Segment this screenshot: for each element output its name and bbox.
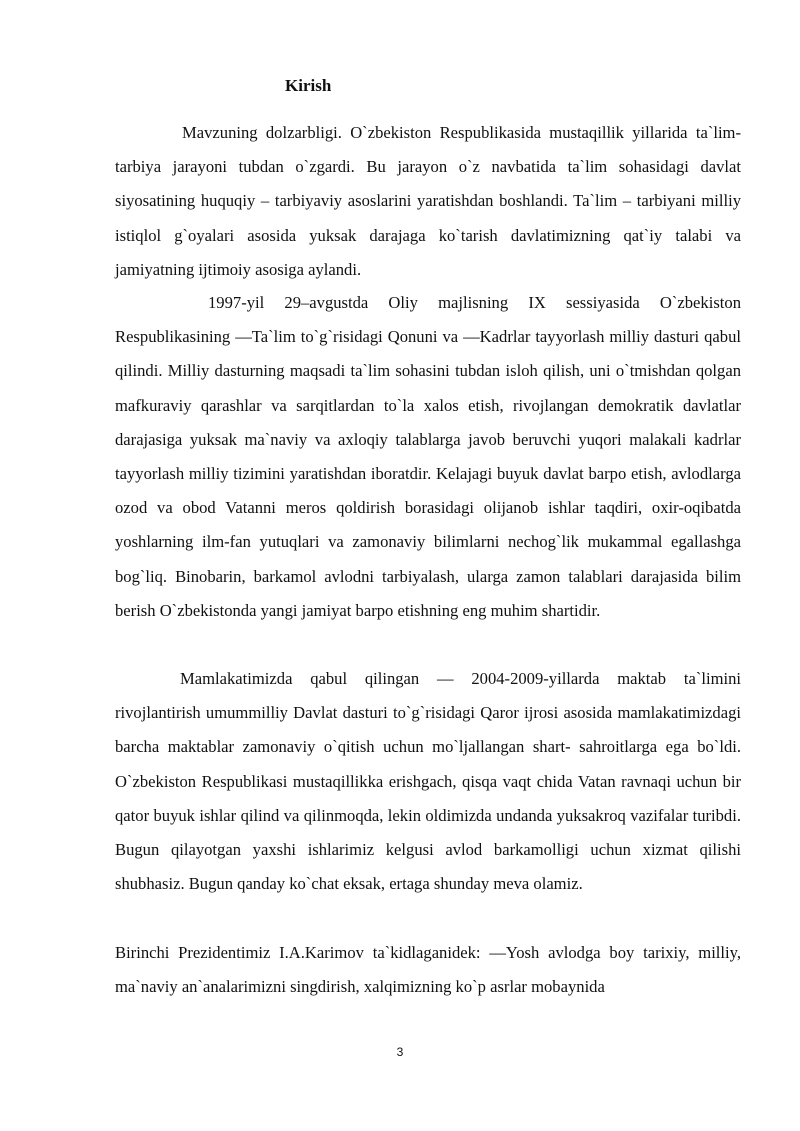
paragraph-1997-law: 1997-yil 29–avgustda Oliy majlisning IX sessiyasida O`zbekiston Respublikasining —Ta`lim to`g`risidagi Qonuni va —Kadrlar tayyorlash milliy dasturi qabul qilindi. Milliy dasturning maqsadi ta`lim sohasini tubdan isloh qilish, uni o`tmishdan qolgan mafkuraviy qarashlar va sarqitlardan to`la xalos etish, rivojlangan demokratik davlatlar darajasiga yuksak ma`naviy va axloqiy talablarga javob beruvchi yuqori malakali kadrlar tayyorlash milliy tizimini yaratishdan iboratdir. Kelajagi buyuk davlat barpo etish, avlodlarga ozod va obod Vatanni meros qoldirish borasidagi olijanob ishlar taqdiri, oxir-oqibatda yoshlarning ilm-fan yutuqlari va zamonaviy bilimlarni nechog`lik mukammal egallashga bog`liq. Binobarin, barkamol avlodni tarbiyalash, ularga zamon talablari darajasida bilim berish O`zbekistonda yangi jamiyat barpo etishning eng muhim shartidir. — [115, 293, 741, 620]
paragraph-relevance: Mavzuning dolzarbligi. O`zbekiston Respublikasida mustaqillik yillarida ta`lim-tarbiya jarayoni tubdan o`zgardi. Bu jarayon o`z navbatida ta`lim sohasidagi davlat siyosatining huquqiy – tarbiyaviy asoslarini yaratishdan boshlandi. Ta`lim – tarbiyani milliy istiqlol g`oyalari asosida yuksak darajaga ko`tarish davlatimizning qat`iy talabi va jamiyatning ijtimoiy asosiga aylandi. — [115, 123, 741, 279]
paragraph-president-quote: Birinchi Prezidentimiz I.A.Karimov ta`kidlaganidek: —Yosh avlodga boy tarixiy, milliy, ma`naviy an`analarimizni singdirish, xalqimizning ko`p asrlar mobaynida — [115, 943, 741, 997]
page-number: 3 — [396, 1045, 404, 1059]
paragraph-school-program: Mamlakatimizda qabul qilingan — 2004-2009-yillarda maktab ta`limini rivojlantirish umummilliy Davlat dasturi to`g`risidagi Qaror ijrosi asosida mamlakatimizdagi barcha maktablar zamonaviy o`qitish uchun mo`ljallangan shart- sahroitlarga ega bo`ldi. O`zbekiston Respublikasi mustaqillikka erishgach, qisqa vaqt chida Vatan ravnaqi uchun bir qator buyuk ishlar qilind va qilinmoqda, lekin oldimizda undanda yuksakroq vazifalar turibdi. Bugun qilayotgan yaxshi ishlarimiz kelgusi avlod barkamolligi uchun xizmat qilishi shubhasiz. Bugun qanday ko`chat eksak, ertaga shunday meva olamiz. — [115, 669, 741, 894]
section-heading: Kirish — [285, 76, 332, 95]
